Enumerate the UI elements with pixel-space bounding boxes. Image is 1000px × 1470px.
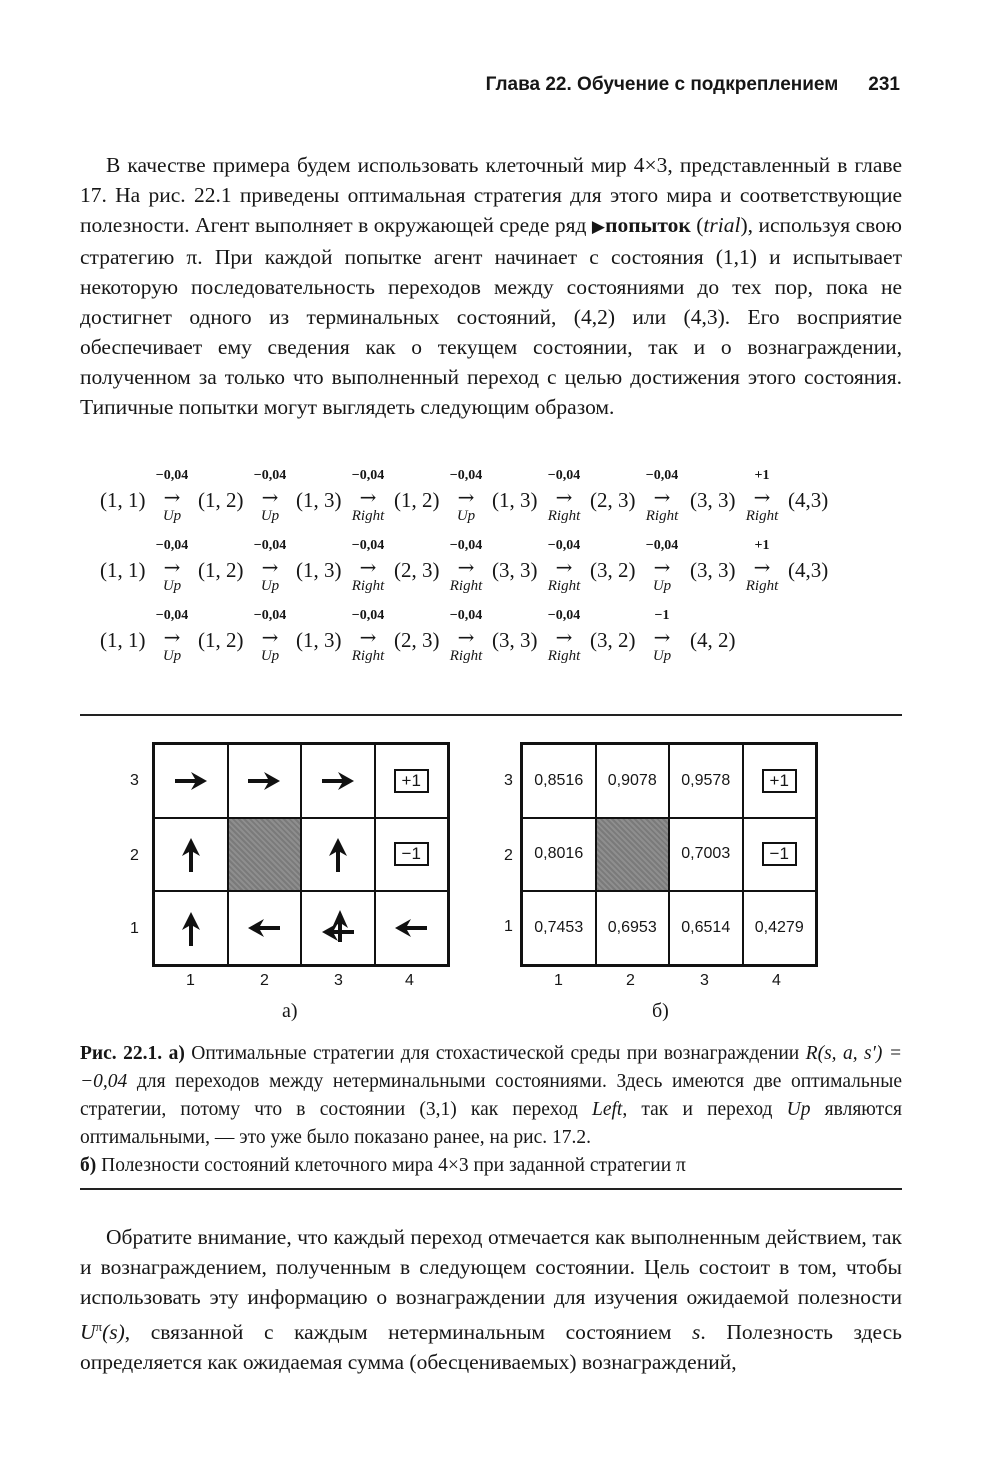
caption-text-4: являются оптимальными, — это уже было показано ранее, на рис. 17.2. — [80, 1099, 902, 1148]
row-label: 3 — [130, 772, 139, 789]
utility-cell — [669, 891, 743, 965]
transition-reward: −1 — [654, 608, 670, 623]
trial-state: (3, 2) — [590, 628, 636, 652]
wall-cell — [228, 818, 302, 892]
trial-transition — [430, 608, 502, 666]
utility-value: 0,4279 — [754, 919, 804, 937]
up-arrow-icon — [169, 832, 213, 876]
transition-arrow-icon: → — [261, 485, 279, 509]
policy-grid — [152, 742, 450, 967]
transition-arrow-icon: → — [359, 485, 377, 509]
transition-arrow-icon: → — [653, 485, 671, 509]
intro-term-en: trial — [703, 213, 741, 237]
transition-action: Right — [351, 578, 385, 594]
trial-state: (3, 3) — [492, 558, 538, 582]
col-label: 1 — [554, 972, 563, 989]
right-arrow-icon — [169, 759, 213, 803]
caption-left: Left — [591, 1099, 623, 1120]
transition-action: Right — [449, 578, 483, 594]
trial-state: (1, 2) — [394, 488, 440, 512]
trial-transition — [626, 538, 698, 596]
policy-cell — [228, 744, 302, 818]
caption-up: Up — [786, 1099, 811, 1120]
intro-text-1: В качестве примера будем использовать клеточный мир 4×3, представленный в главе 17. На рис. 22.1 приведены оптимальная стратегия для этого мира и соответствующие полезности. Агент выполняет в окружающей среде ряд — [80, 153, 902, 237]
utility-value: 0,6514 — [681, 919, 731, 937]
caption-b: б) — [80, 1155, 97, 1176]
utility-cell — [596, 891, 670, 965]
transition-reward: −0,04 — [253, 608, 287, 623]
policy-cell — [154, 818, 228, 892]
trial-transition — [528, 608, 600, 666]
transition-reward: −0,04 — [351, 608, 385, 623]
row-label: 1 — [130, 920, 139, 937]
col-label: 2 — [260, 972, 269, 989]
utility-value: 0,7003 — [681, 845, 731, 863]
trial-state: (4,3) — [788, 558, 829, 582]
trial-state: (3, 2) — [590, 558, 636, 582]
trial-transition — [332, 468, 404, 526]
outro-pi: π — [95, 1319, 103, 1334]
transition-arrow-icon: → — [359, 625, 377, 649]
transition-reward: −0,04 — [253, 538, 287, 553]
transition-reward: −0,04 — [449, 468, 483, 483]
transition-action: Up — [162, 578, 182, 594]
chapter-title: Глава 22. Обучение с подкреплением — [485, 74, 839, 95]
intro-text-3: ), используя свою стратегию π. При каждой попытке агент начинает с состояния (1,1) и испытывает некоторую последовательность переходов между состояниями до тех пор, пока не достигнет одного из терминальных состояний, (4,2) или (4,3). Его восприятие обеспечивает ему сведения как о текущем состоянии, так и о вознаграждении, полученном за только что выполненный переход с целью достижения этого состояния. Типичные попытки могут выглядеть следующим образом. — [80, 213, 902, 419]
transition-arrow-icon: → — [555, 485, 573, 509]
utility-value: 0,7453 — [534, 919, 584, 937]
col-label: 4 — [772, 972, 781, 989]
outro-paragraph — [80, 1222, 902, 1377]
transition-action: Right — [351, 648, 385, 664]
col-label: 3 — [334, 972, 343, 989]
trial-state: (3, 3) — [492, 628, 538, 652]
trial-transition — [528, 538, 600, 596]
policy-cell — [301, 891, 375, 965]
terminal-reward: −1 — [762, 842, 797, 866]
trial-state: (1, 1) — [100, 628, 146, 652]
terminal-cell — [375, 744, 449, 818]
transition-reward: −0,04 — [449, 608, 483, 623]
trial-row — [100, 608, 860, 668]
col-label: 4 — [405, 972, 414, 989]
trial-state: (1, 3) — [296, 488, 342, 512]
outro-s-arg: (s) — [102, 1320, 125, 1345]
transition-arrow-icon: → — [753, 485, 771, 509]
policy-cell — [228, 891, 302, 965]
transition-arrow-icon: → — [555, 625, 573, 649]
transition-arrow-icon: → — [163, 555, 181, 579]
outro-text-3: . Полезность здесь определяется как ожидаемая сумма (обесцениваемых) вознаграждений, — [80, 1320, 902, 1375]
trial-transition — [430, 538, 502, 596]
caption-text-2: для переходов между нетерминальными состояниями. Здесь имеются две оптимальные стратегии, потому что в состоянии (3,1) как переход — [80, 1071, 902, 1120]
policy-cell — [301, 818, 375, 892]
transition-arrow-icon: → — [163, 485, 181, 509]
transition-action: Right — [351, 508, 385, 524]
figure-bottom-rule — [80, 1188, 902, 1190]
transition-reward: −0,04 — [547, 468, 581, 483]
utility-value: 0,9578 — [681, 771, 731, 789]
col-label: 1 — [186, 972, 195, 989]
trial-transition — [626, 468, 698, 526]
policy-cell — [375, 891, 449, 965]
caption-text-5: Полезности состояний клеточного мира 4×3 при заданной стратегии π — [96, 1155, 686, 1176]
transition-action: Right — [745, 578, 779, 594]
figure-b-label: б) — [652, 1000, 669, 1022]
up-arrow-icon — [169, 906, 213, 950]
transition-action: Up — [162, 508, 182, 524]
caption-a: а) — [168, 1043, 185, 1064]
left-arrow-icon — [389, 906, 433, 950]
transition-action: Right — [449, 648, 483, 664]
transition-reward: −0,04 — [253, 468, 287, 483]
transition-arrow-icon: → — [261, 555, 279, 579]
term-marker-icon: ▶ — [591, 217, 606, 237]
utility-value: 0,6953 — [607, 919, 657, 937]
trial-transition — [332, 608, 404, 666]
terminal-cell — [375, 818, 449, 892]
row-label: 2 — [504, 847, 513, 864]
transition-reward: +1 — [754, 468, 770, 483]
transition-action: Right — [547, 648, 581, 664]
utility-cell — [522, 818, 596, 892]
trial-transition — [726, 468, 798, 526]
trial-state: (4,3) — [788, 488, 829, 512]
intro-paragraph — [80, 150, 902, 422]
transition-action: Up — [260, 508, 280, 524]
trial-transition — [136, 468, 208, 526]
utility-cell — [669, 744, 743, 818]
transition-action: Up — [652, 578, 672, 594]
utility-cell — [596, 744, 670, 818]
page-number: 231 — [868, 74, 900, 95]
transition-arrow-icon: → — [653, 625, 671, 649]
trial-transition — [234, 608, 306, 666]
figure-top-rule — [80, 714, 902, 716]
row-label: 1 — [504, 918, 513, 935]
transition-arrow-icon: → — [457, 625, 475, 649]
trial-transition — [726, 538, 798, 596]
trial-state: (1, 1) — [100, 488, 146, 512]
trial-state: (4, 2) — [690, 628, 736, 652]
left-up-arrow-icon — [316, 906, 360, 950]
row-label: 2 — [130, 847, 139, 864]
transition-reward: −0,04 — [155, 608, 189, 623]
caption-text-3: , так и переход — [622, 1099, 787, 1120]
wall-cell — [596, 818, 670, 892]
transition-reward: −0,04 — [351, 468, 385, 483]
transition-arrow-icon: → — [753, 555, 771, 579]
transition-action: Up — [652, 648, 672, 664]
caption-text-1: Оптимальные стратегии для стохастической среды при вознаграждении — [184, 1043, 806, 1064]
trial-transition — [136, 608, 208, 666]
trial-row — [100, 468, 860, 528]
trial-state: (1, 3) — [492, 488, 538, 512]
terminal-reward: −1 — [394, 842, 429, 866]
transition-reward: −0,04 — [155, 468, 189, 483]
trial-state: (1, 2) — [198, 558, 244, 582]
trial-row — [100, 538, 860, 598]
trial-state: (1, 2) — [198, 628, 244, 652]
transition-action: Up — [162, 648, 182, 664]
trial-state: (3, 3) — [690, 488, 736, 512]
utility-grid — [520, 742, 818, 967]
figure-a-label: а) — [282, 1000, 298, 1022]
trial-state: (2, 3) — [394, 628, 440, 652]
trial-state: (2, 3) — [394, 558, 440, 582]
transition-arrow-icon: → — [457, 485, 475, 509]
outro-u: U — [80, 1320, 96, 1345]
trial-state: (1, 3) — [296, 628, 342, 652]
transition-action: Up — [260, 578, 280, 594]
utility-cell — [743, 891, 817, 965]
trial-transition — [234, 538, 306, 596]
transition-reward: −0,04 — [547, 538, 581, 553]
transition-action: Right — [547, 508, 581, 524]
transition-reward: −0,04 — [351, 538, 385, 553]
utility-cell — [522, 744, 596, 818]
outro-text-2: , связанной с каждым нетерминальным состоянием — [124, 1320, 693, 1345]
right-arrow-icon — [316, 759, 360, 803]
utility-cell — [522, 891, 596, 965]
trial-transition — [430, 468, 502, 526]
left-arrow-icon — [242, 906, 286, 950]
trial-state: (1, 3) — [296, 558, 342, 582]
transition-arrow-icon: → — [653, 555, 671, 579]
caption-formula: R(s, a, s′) = −0,04 — [80, 1043, 902, 1092]
trial-transition — [332, 538, 404, 596]
right-arrow-icon — [242, 759, 286, 803]
transition-reward: −0,04 — [645, 468, 679, 483]
utility-value: 0,8516 — [534, 771, 584, 789]
transition-reward: −0,04 — [645, 538, 679, 553]
trial-state: (2, 3) — [590, 488, 636, 512]
transition-arrow-icon: → — [457, 555, 475, 579]
transition-reward: −0,04 — [449, 538, 483, 553]
utility-cell — [669, 818, 743, 892]
transition-action: Up — [260, 648, 280, 664]
transition-reward: −0,04 — [155, 538, 189, 553]
outro-text-1: Обратите внимание, что каждый переход отмечается как выполненным действием, так и вознаграждением, полученным в следующем состоянии. Цель состоит в том, чтобы использовать эту информацию о вознаграждении для изучения ожидаемой полезности — [80, 1225, 902, 1309]
trial-state: (1, 2) — [198, 488, 244, 512]
intro-term: попыток — [605, 213, 691, 237]
trial-transition — [136, 538, 208, 596]
up-arrow-icon — [316, 832, 360, 876]
terminal-reward: +1 — [762, 769, 797, 793]
transition-reward: −0,04 — [547, 608, 581, 623]
running-header — [80, 74, 900, 96]
trial-transition — [626, 608, 698, 666]
terminal-cell — [743, 818, 817, 892]
terminal-cell — [743, 744, 817, 818]
policy-cell — [301, 744, 375, 818]
figure-caption — [80, 1040, 902, 1180]
utility-value: 0,9078 — [607, 771, 657, 789]
transition-arrow-icon: → — [359, 555, 377, 579]
transition-arrow-icon: → — [261, 625, 279, 649]
outro-s: s — [692, 1320, 701, 1345]
col-label: 2 — [626, 972, 635, 989]
transition-action: Right — [645, 508, 679, 524]
trial-state: (1, 1) — [100, 558, 146, 582]
row-label: 3 — [504, 772, 513, 789]
terminal-reward: +1 — [394, 769, 429, 793]
trial-transition — [234, 468, 306, 526]
intro-text-2: ( — [690, 213, 704, 237]
col-label: 3 — [700, 972, 709, 989]
trial-transition — [528, 468, 600, 526]
transition-arrow-icon: → — [163, 625, 181, 649]
trial-sequences — [100, 468, 860, 668]
caption-fig: Рис. 22.1. — [80, 1043, 163, 1064]
transition-action: Right — [745, 508, 779, 524]
policy-cell — [154, 744, 228, 818]
transition-action: Up — [456, 508, 476, 524]
utility-value: 0,8016 — [534, 845, 584, 863]
transition-arrow-icon: → — [555, 555, 573, 579]
transition-action: Right — [547, 578, 581, 594]
policy-cell — [154, 891, 228, 965]
transition-reward: +1 — [754, 538, 770, 553]
trial-state: (3, 3) — [690, 558, 736, 582]
